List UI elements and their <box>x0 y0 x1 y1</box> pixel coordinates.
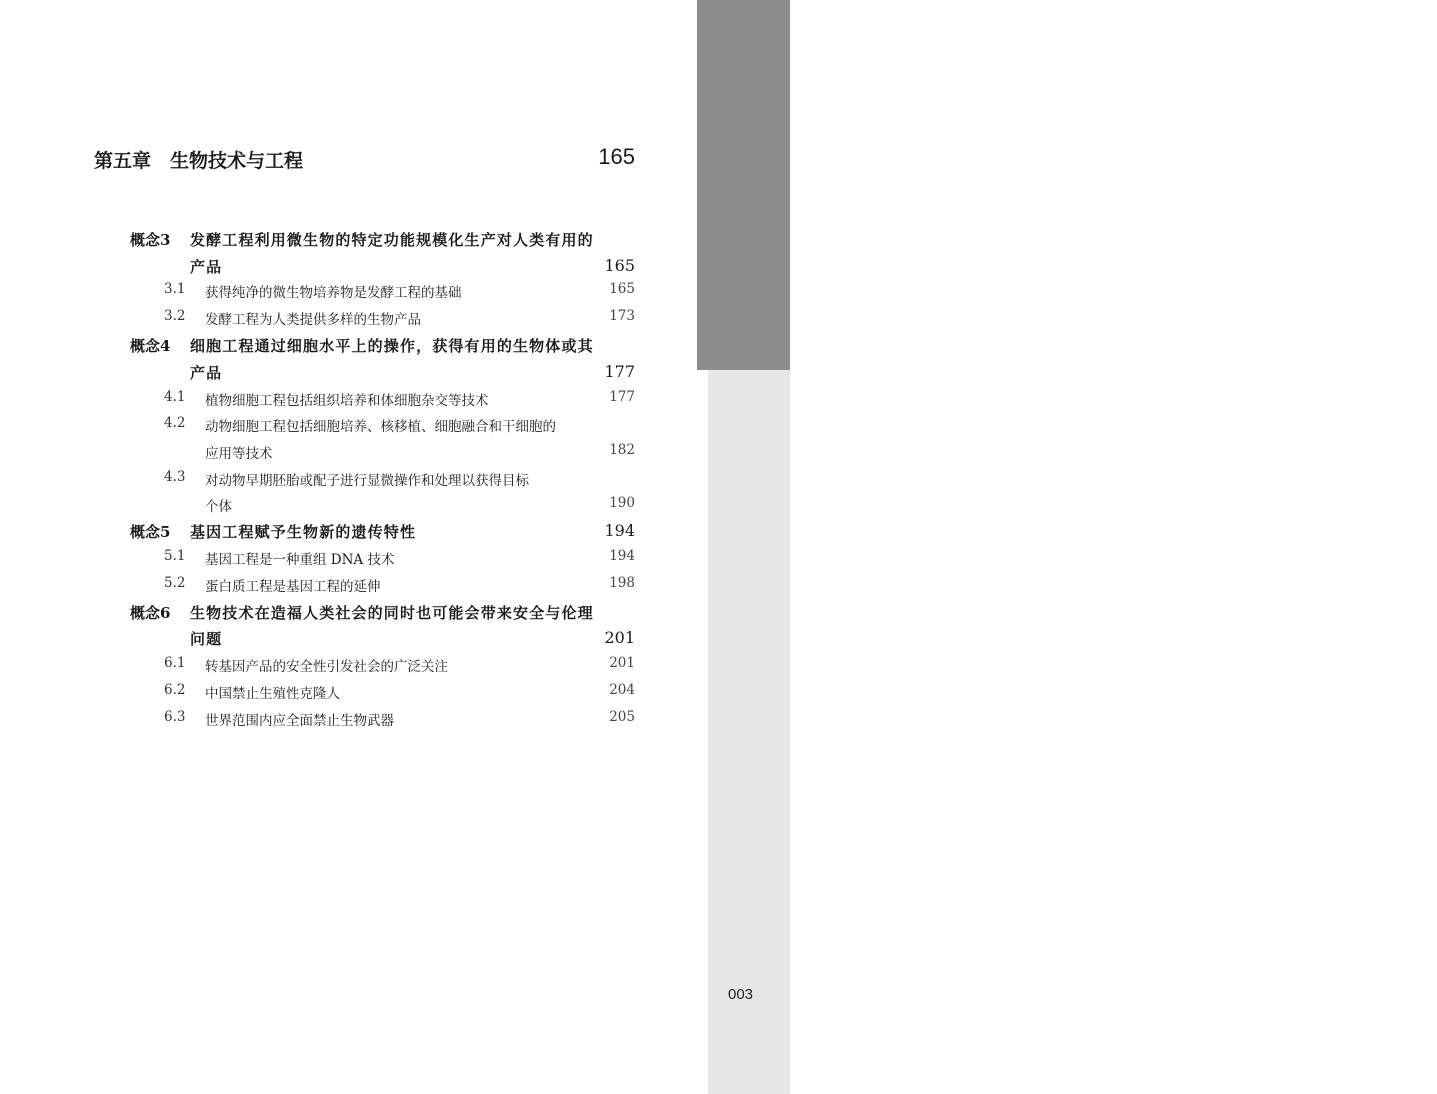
concept-title: 问题 <box>190 630 223 648</box>
section-title: 蛋白质工程是基因工程的延伸 <box>205 579 381 595</box>
concept-label: 概念4 <box>130 337 171 355</box>
concept-page: 177 <box>604 362 635 381</box>
concept-page: 165 <box>604 256 635 275</box>
section-title: 基因工程是一种重组 DNA 技术 <box>205 552 395 568</box>
section-page: 182 <box>609 442 635 458</box>
tab-char-mu: 目 <box>1425 96 1437 110</box>
section-title: 获得纯净的微生物培养物是发酵工程的基础 <box>205 285 462 301</box>
chapter-heading <box>94 146 635 172</box>
section-page: 177 <box>609 389 635 405</box>
section-number: 4.3 <box>164 469 186 485</box>
section-title: 世界范围内应全面禁止生物武器 <box>205 713 394 729</box>
concept-title: 产品 <box>190 258 223 276</box>
section-page: 204 <box>609 682 635 698</box>
page-number: 003 <box>728 986 754 1003</box>
section-number: 5.1 <box>164 548 186 564</box>
concept-title: 细胞工程通过细胞水平上的操作，获得有用的生物体或其 <box>190 337 594 355</box>
concept-label: 概念5 <box>130 523 171 541</box>
chapter-title: 第五章 生物技术与工程 <box>94 150 304 172</box>
section-number: 3.2 <box>164 308 186 324</box>
section-title: 发酵工程为人类提供多样的生物产品 <box>205 312 421 328</box>
section-number: 6.2 <box>164 682 186 698</box>
section-number: 4.2 <box>164 415 186 431</box>
chapter-page: 165 <box>598 144 635 169</box>
section-tab <box>697 0 1437 370</box>
tab-char-lu: 录 <box>1425 122 1437 136</box>
concept-title: 发酵工程利用微生物的特定功能规模化生产对人类有用的 <box>190 231 594 249</box>
section-title: 转基因产品的安全性引发社会的广泛关注 <box>205 659 448 675</box>
section-number: 6.1 <box>164 655 186 671</box>
concept-page: 201 <box>604 628 635 647</box>
section-title: 应用等技术 <box>205 446 273 462</box>
section-title: 对动物早期胚胎或配子进行显微操作和处理以获得目标 <box>205 473 529 489</box>
section-page: 190 <box>609 495 635 511</box>
section-title: 中国禁止生殖性克隆人 <box>205 686 340 702</box>
section-title: 个体 <box>205 499 232 515</box>
section-title: 动物细胞工程包括细胞培养、核移植、细胞融合和干细胞的 <box>205 419 556 435</box>
concept-title: 产品 <box>190 364 223 382</box>
section-title: 植物细胞工程包括组织培养和体细胞杂交等技术 <box>205 393 489 409</box>
section-number: 3.1 <box>164 281 186 297</box>
section-page: 198 <box>609 575 635 591</box>
concept-label: 概念6 <box>130 604 171 622</box>
concept-label: 概念3 <box>130 231 171 249</box>
section-page: 205 <box>609 709 635 725</box>
section-number: 6.3 <box>164 709 186 725</box>
section-page: 201 <box>609 655 635 671</box>
section-page: 165 <box>609 281 635 297</box>
concept-title: 基因工程赋予生物新的遗传特性 <box>190 523 417 541</box>
section-number: 5.2 <box>164 575 186 591</box>
concept-title: 生物技术在造福人类社会的同时也可能会带来安全与伦理 <box>190 604 594 622</box>
section-number: 4.1 <box>164 389 186 405</box>
section-page: 194 <box>609 548 635 564</box>
concept-page: 194 <box>604 521 635 540</box>
section-page: 173 <box>609 308 635 324</box>
